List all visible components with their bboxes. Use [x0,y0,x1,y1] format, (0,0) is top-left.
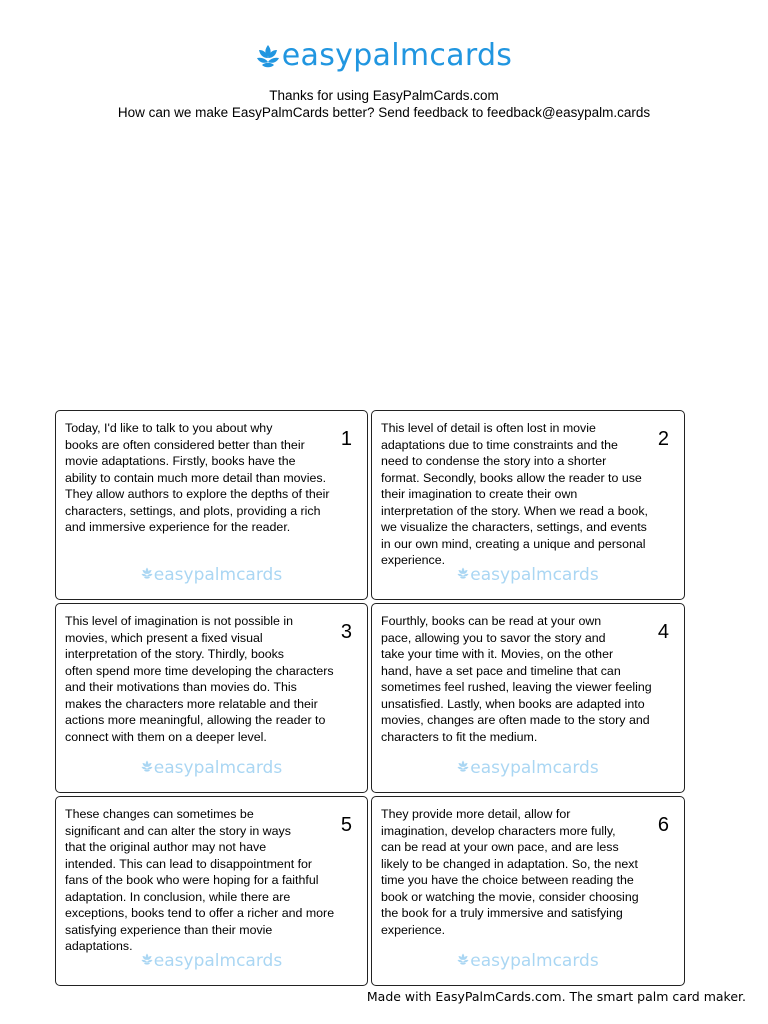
card-text: This level of detail is often lost in movie adaptations due to time constraints and the need to condense the story into a shorter format. Secondly, books allow the reader to use their imagination to create their own interpretation of the story. When we read a book, we visualize the characters, settings, and events in our own mind, creating a unique and personal experience. [381,421,649,567]
thanks-message [0,87,768,121]
palm-leaf-icon [141,566,153,585]
logo-text: easypalmcards [281,38,513,73]
watermark-text: easypalmcards [470,758,599,778]
palm-card-6 [371,796,685,986]
watermark-text: easypalmcards [470,951,599,971]
card-number: 6 [657,814,669,836]
footer-text: Made with EasyPalmCards.com. The smart palm card maker. [366,989,746,1004]
palm-leaf-icon [141,759,153,778]
card-watermark-logo [56,565,367,585]
card-watermark-logo [372,951,684,971]
card-text: They provide more detail, allow for imagination, develop characters more fully, can be read at your own pace, and are less likely to be changed in adaptation. So, the next time you have the choice between reading the book or watching the movie, consider choosing the book for a truly immersive and satisfying experience. [381,807,639,937]
card-watermark-logo [372,565,684,585]
card-text: These changes can sometimes be significant and can alter the story in ways that the original author may not have intended. This can lead to disappointment for fans of the book who were hoping for a faithful adaptation. In conclusion, while there are exceptions, books tend to offer a richer and more satisfying experience than their movie adaptations. [65,807,335,953]
watermark-text: easypalmcards [470,565,599,585]
card-text: This level of imagination is not possible in movies, which present a fixed visual interpretation of the story. Thirdly, books often spend more time developing the characters and their motivations than movies do. This makes the characters more relatable and their actions more meaningful, allowing the reader to connect with them on a deeper level. [65,614,334,744]
palm-leaf-icon [256,43,280,69]
watermark-text: easypalmcards [153,565,283,585]
card-watermark-logo [56,758,367,778]
palm-leaf-icon [457,759,469,778]
palm-card-2 [371,410,685,600]
palm-card-3 [55,603,368,793]
palm-leaf-icon [457,566,469,585]
card-text: Today, I'd like to talk to you about why books are often considered better than their movie adaptations. Firstly, books have the ability to contain much more detail than movies. They allow authors to explore the depths of their characters, settings, and plots, providing a rich and immersive experience for the reader. [65,421,330,534]
card-number: 3 [340,621,352,643]
brand-logo [256,38,512,73]
card-watermark-logo [56,951,367,971]
watermark-text: easypalmcards [153,758,283,778]
header [0,38,768,74]
card-text: Fourthly, books can be read at your own pace, allowing you to savor the story and take your time with it. Movies, on the other hand, have a set pace and timeline that can sometimes feel rushed, leaving the viewer feeling unsatisfied. Lastly, when books are adapted into movies, changes are often made to the story and characters to fit the medium. [381,614,652,744]
feedback-line: How can we make EasyPalmCards better? Send feedback to feedback@easypalm.cards [117,105,651,120]
card-number: 4 [657,621,669,643]
card-number: 2 [657,428,669,450]
watermark-text: easypalmcards [153,951,283,971]
palm-leaf-icon [141,952,153,971]
card-watermark-logo [372,758,684,778]
palm-card-1 [55,410,368,600]
palm-leaf-icon [457,952,469,971]
card-number: 5 [340,814,352,836]
palm-card-5 [55,796,368,986]
card-number: 1 [340,428,352,450]
palm-card-grid [55,410,686,986]
thanks-line: Thanks for using EasyPalmCards.com [269,88,499,103]
palm-card-4 [371,603,685,793]
